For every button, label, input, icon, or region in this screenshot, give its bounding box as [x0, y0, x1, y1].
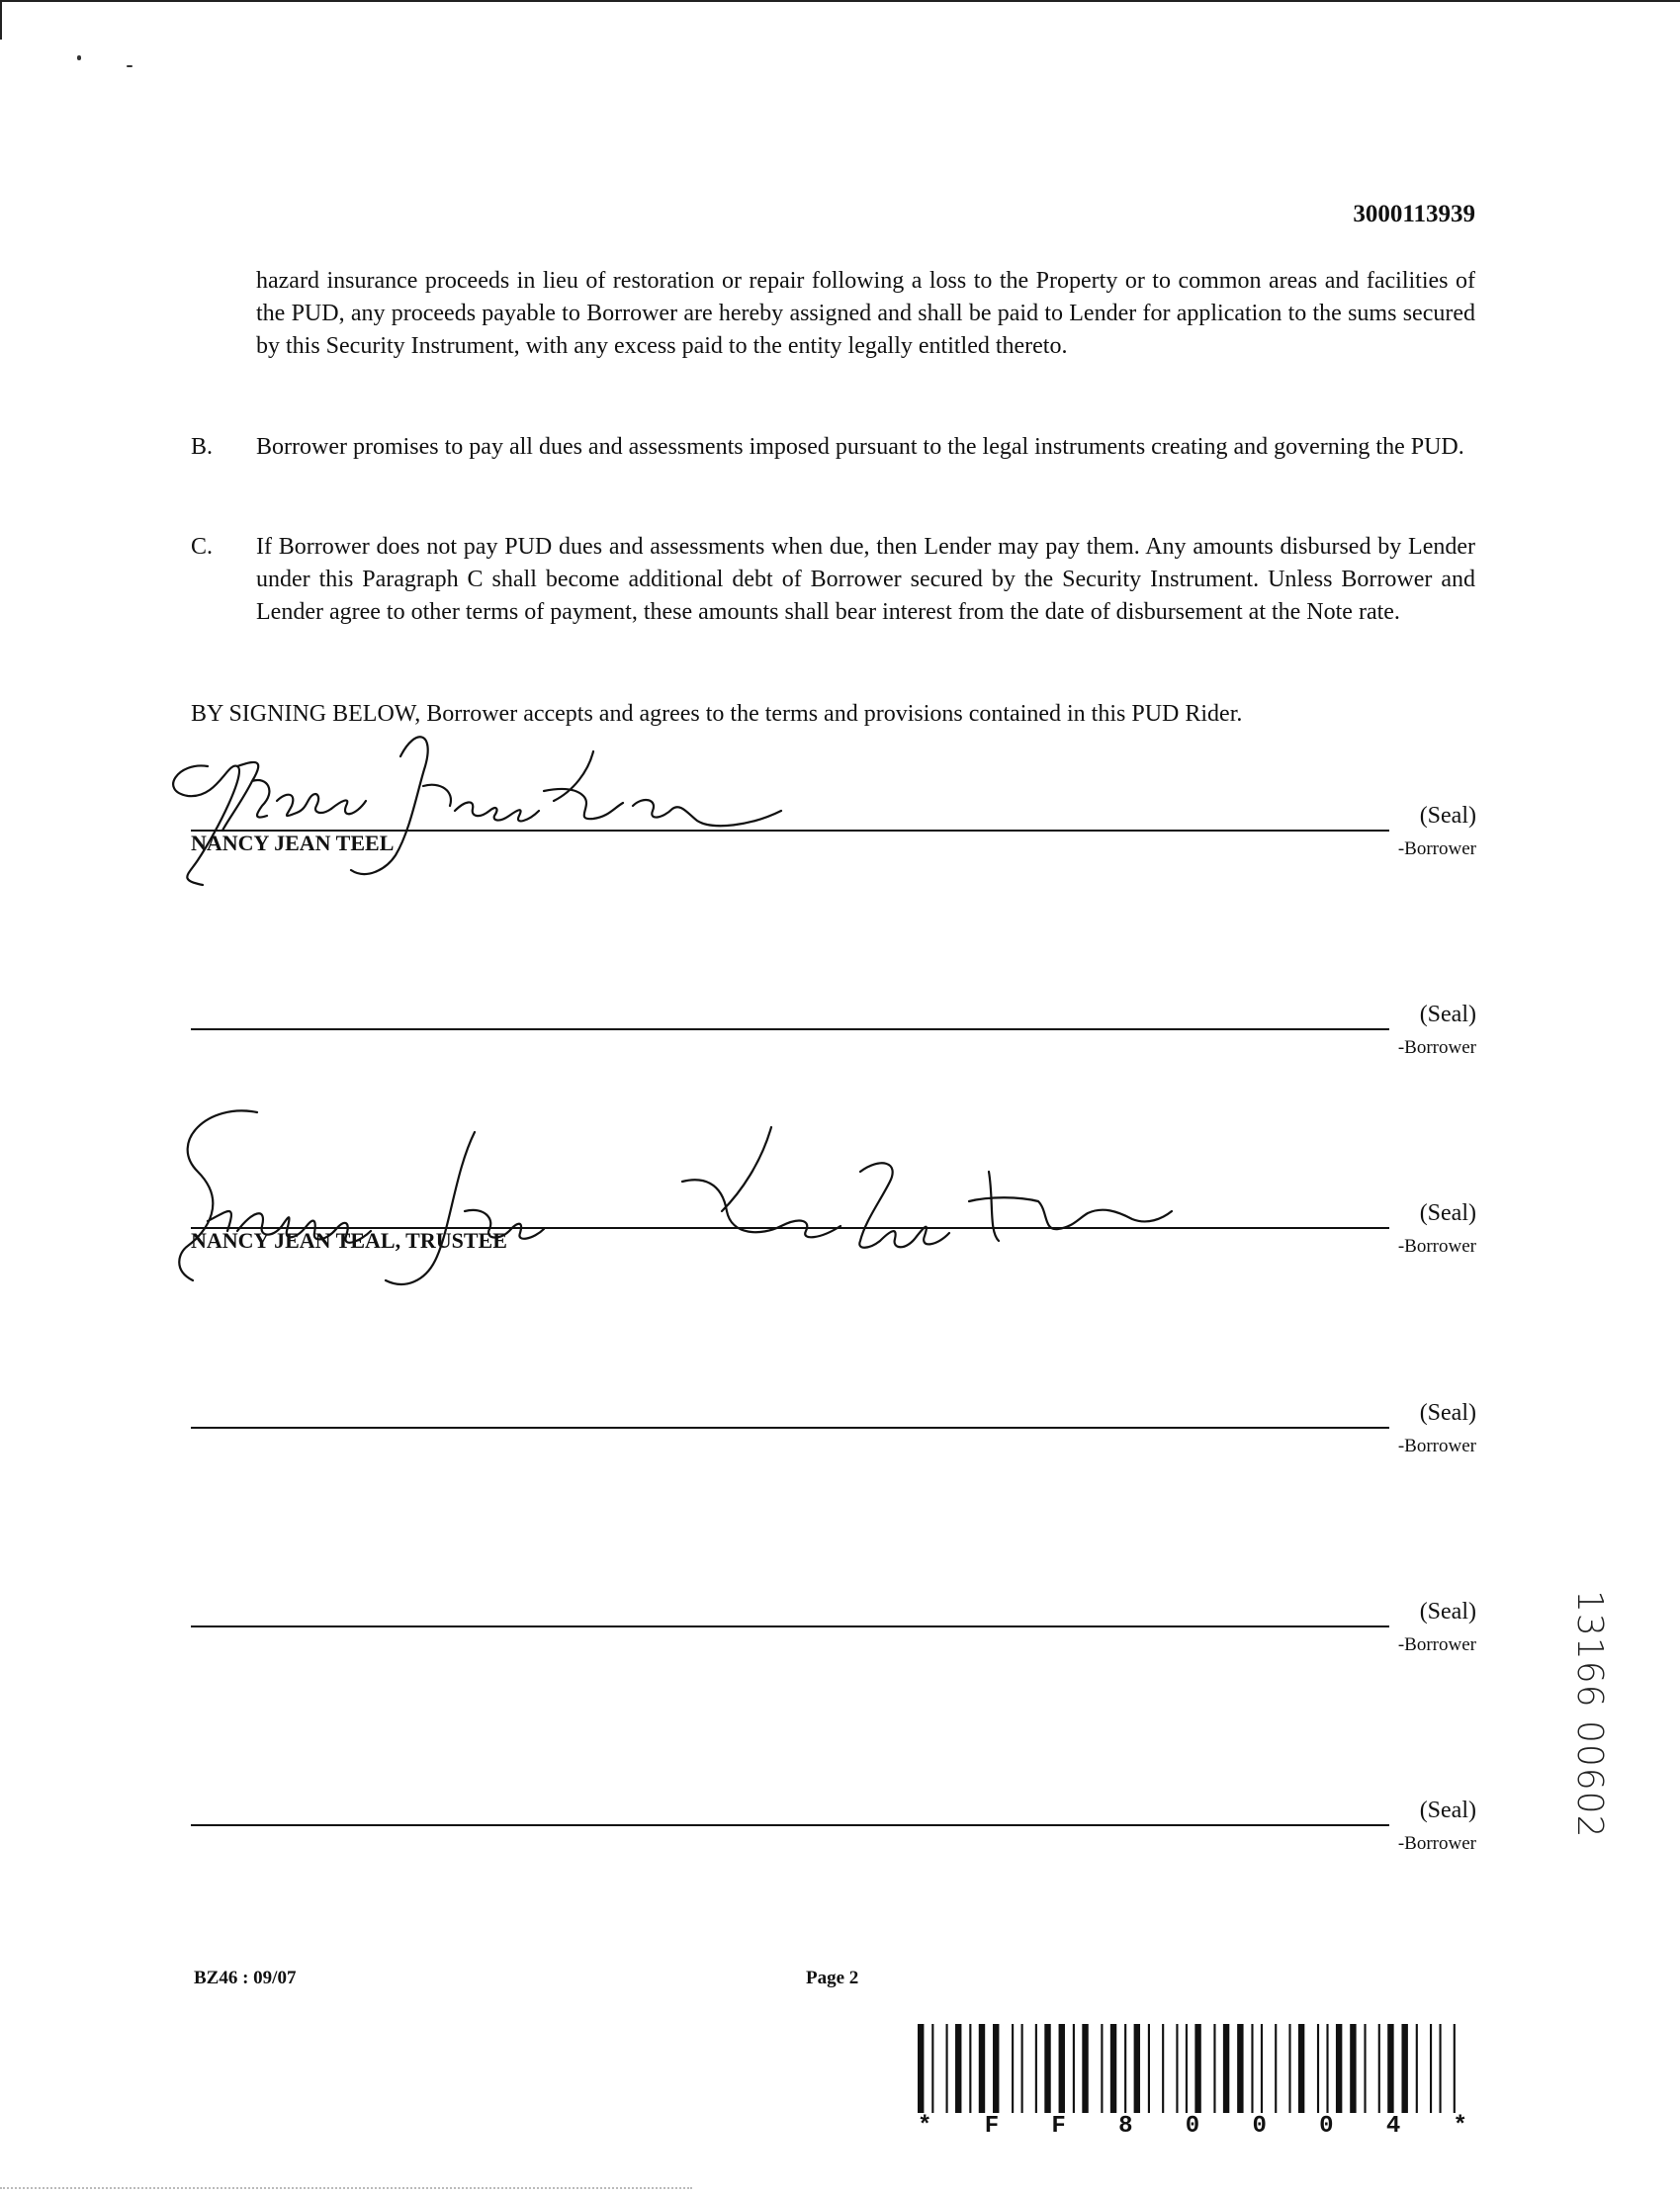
barcode-char: 0	[1185, 2113, 1200, 2140]
role-label: -Borrower	[1397, 838, 1476, 859]
signature-block-3	[191, 1195, 1476, 1255]
barcode-bar	[1261, 2024, 1263, 2113]
barcode-bar	[1298, 2024, 1304, 2113]
form-code: BZ46 : 09/07	[194, 1968, 297, 1988]
barcode-bar	[946, 2024, 948, 2113]
signature-line	[191, 1427, 1389, 1429]
barcode-bar	[1082, 2024, 1088, 2113]
barcode-char: *	[1453, 2113, 1467, 2140]
barcode-bar	[1021, 2024, 1023, 2113]
paragraph-text: Borrower promises to pay all dues and assessments imposed pursuant to the legal instruments creating and governing the PUD.	[256, 434, 1464, 460]
barcode-bar	[1387, 2024, 1393, 2113]
barcode-bar	[1059, 2024, 1065, 2113]
barcode-bar	[918, 2024, 924, 2113]
barcode-text	[918, 2113, 1467, 2140]
printed-name: NANCY JEAN TEAL, TRUSTEE	[191, 1228, 507, 1253]
barcode-bar	[1237, 2024, 1243, 2113]
barcode-bar	[1288, 2024, 1290, 2113]
barcode-bar	[1336, 2024, 1342, 2113]
barcode-char: 0	[1319, 2113, 1334, 2140]
role-label: -Borrower	[1397, 1037, 1476, 1058]
signature-block-5	[191, 1594, 1476, 1653]
barcode-char: 8	[1118, 2113, 1133, 2140]
scan-border-left	[0, 0, 2, 40]
barcode-bar	[955, 2024, 961, 2113]
barcode-bar	[1401, 2024, 1407, 2113]
scan-border-top	[0, 0, 1680, 2]
barcode-bar	[1044, 2024, 1050, 2113]
barcode-bar	[931, 2024, 933, 2113]
paragraph-letter: C.	[191, 534, 214, 560]
signature-line	[191, 1028, 1389, 1030]
seal-label: (Seal)	[1419, 1599, 1476, 1625]
scan-border-bottom	[0, 2187, 692, 2190]
role-label: -Borrower	[1397, 1833, 1476, 1854]
barcode-bar	[1124, 2024, 1126, 2113]
barcode-bar	[1454, 2024, 1456, 2113]
barcode-bar	[1101, 2024, 1103, 2113]
barcode-bar	[1012, 2024, 1014, 2113]
role-label: -Borrower	[1397, 1634, 1476, 1655]
printed-name: NANCY JEAN TEEL	[191, 831, 395, 855]
paragraph-a-continuation: hazard insurance proceeds in lieu of restoration or repair following a loss to the Property or to common areas and facilities of the PUD, any proceeds payable to Borrower are hereby assigned and shall be paid to Lender for application to the sums secured by this Security Instrument, with any excess paid to the entity legally entitled thereto.	[256, 268, 1475, 359]
barcode-char: F	[1051, 2113, 1066, 2140]
role-label: -Borrower	[1397, 1436, 1476, 1456]
barcode-bar	[993, 2024, 999, 2113]
signature-block-2	[191, 997, 1476, 1056]
paragraph-text: If Borrower does not pay PUD dues and assessments when due, then Lender may pay them. Any amounts disbursed by Lender under this Paragraph C shall become additional debt of Borrower secured by the Security Instrument. Unless Borrower and Lender agree to other terms of payment, these amounts shall bear interest from the date of disbursement at the Note rate.	[256, 534, 1475, 625]
seal-label: (Seal)	[1419, 1400, 1476, 1426]
barcode-char: 0	[1252, 2113, 1267, 2140]
page-number: Page 2	[806, 1968, 859, 1988]
barcode-bar	[1378, 2024, 1380, 2113]
barcode-bar	[1416, 2024, 1418, 2113]
side-stamp-number: 13166 00602	[1569, 1590, 1610, 1839]
barcode	[918, 2024, 1467, 2113]
barcode-bar	[1134, 2024, 1140, 2113]
barcode-bar	[1223, 2024, 1229, 2113]
seal-label: (Seal)	[1419, 1798, 1476, 1823]
barcode-char: 4	[1385, 2113, 1401, 2140]
seal-label: (Seal)	[1419, 1002, 1476, 1027]
barcode-bar	[1110, 2024, 1116, 2113]
barcode-bar	[979, 2024, 985, 2113]
barcode-bar	[1364, 2024, 1366, 2113]
signature-block-1	[191, 798, 1476, 857]
document-number: 3000113939	[1353, 201, 1475, 227]
barcode-bar	[1326, 2024, 1328, 2113]
seal-label: (Seal)	[1419, 1200, 1476, 1226]
barcode-bar	[1251, 2024, 1253, 2113]
barcode-bar	[969, 2024, 971, 2113]
barcode-bar	[1176, 2024, 1178, 2113]
barcode-bar	[1439, 2024, 1441, 2113]
seal-label: (Seal)	[1419, 803, 1476, 829]
barcode-char: *	[918, 2113, 932, 2140]
signature-line	[191, 1625, 1389, 1627]
barcode-bar	[1035, 2024, 1037, 2113]
signature-block-4	[191, 1395, 1476, 1454]
scan-speck	[77, 55, 81, 60]
barcode-char: F	[984, 2113, 1000, 2140]
signing-statement: BY SIGNING BELOW, Borrower accepts and agrees to the terms and provisions contained in this PUD Rider.	[191, 701, 1243, 727]
role-label: -Borrower	[1397, 1236, 1476, 1257]
barcode-bar	[1162, 2024, 1164, 2113]
barcode-bar	[1350, 2024, 1356, 2113]
barcode-bar	[1186, 2024, 1188, 2113]
signature-block-6	[191, 1793, 1476, 1852]
barcode-bar	[1275, 2024, 1277, 2113]
barcode-bar	[1317, 2024, 1319, 2113]
barcode-bar	[1430, 2024, 1432, 2113]
barcode-bar	[1194, 2024, 1200, 2113]
barcode-bar	[1148, 2024, 1150, 2113]
paragraph-letter: B.	[191, 434, 214, 460]
barcode-bar	[1073, 2024, 1075, 2113]
barcode-bar	[1213, 2024, 1215, 2113]
scan-speck	[127, 65, 133, 67]
signature-line	[191, 1824, 1389, 1826]
